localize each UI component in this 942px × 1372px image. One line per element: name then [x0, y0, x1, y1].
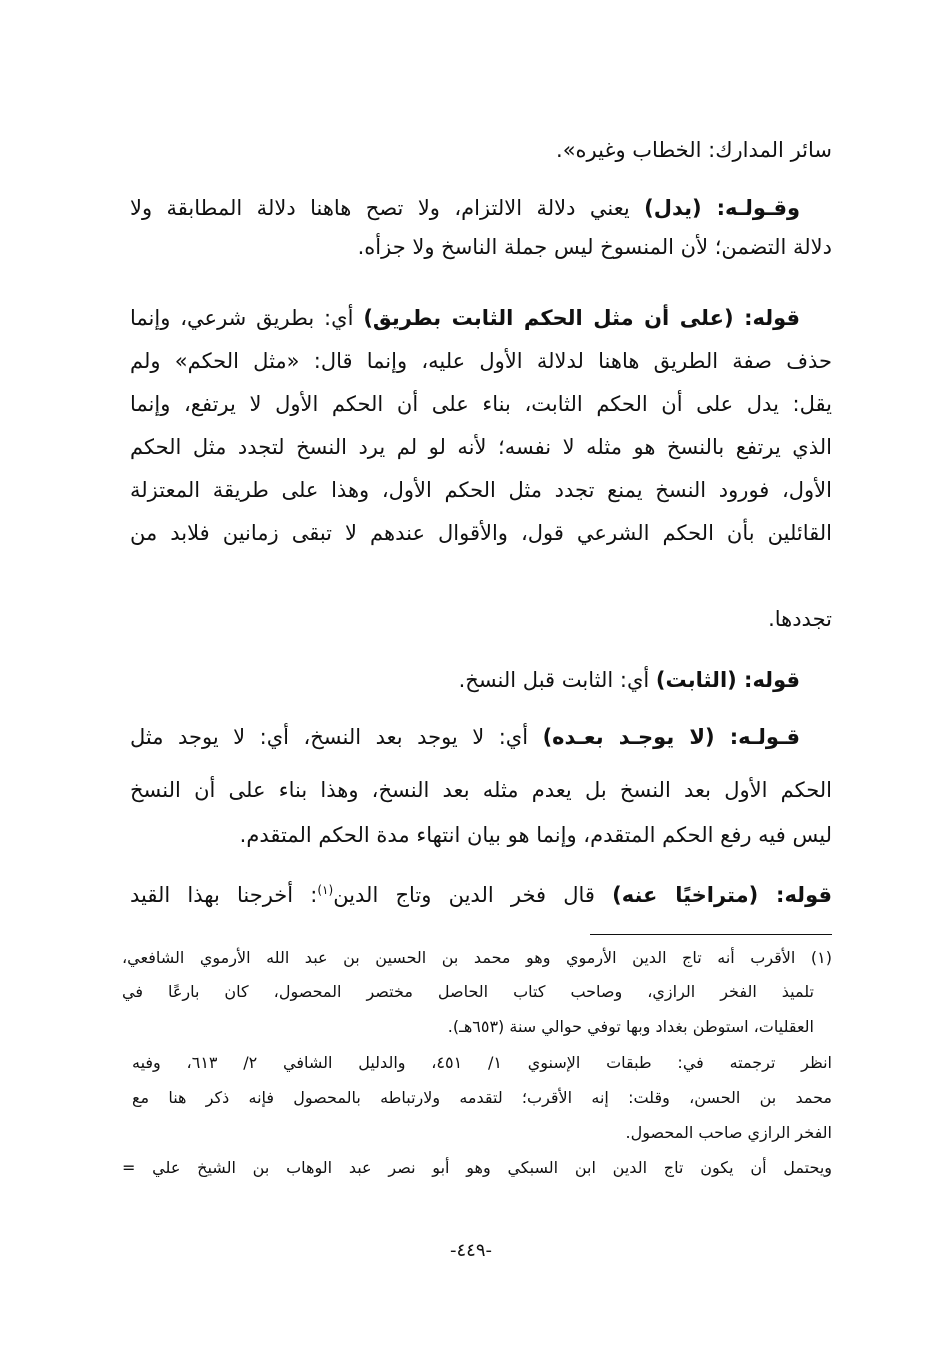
line-text: قال فخر الدين وتاج الدين — [333, 883, 613, 907]
line-text: دلالة التضمن؛ لأن المنسوخ ليس جملة الناسخ ولا جزأه. — [357, 235, 832, 259]
text-line — [130, 665, 800, 695]
line-text: الأول، فورود النسخ يمنع تجدد مثل الحكم الأول، وهذا على طريقة المعتزلة — [130, 478, 832, 502]
text-line — [130, 475, 832, 505]
text-line — [130, 346, 832, 376]
footnote-line: ويحتمل أن يكون تاج الدين ابن السبكي وهو أبو نصر عبد الوهاب بن الشيخ علي = — [122, 1158, 832, 1177]
line-text: الذي يرتفع بالنسخ هو مثله لا نفسه؛ لأنه لو لم يرد النسخ لتجدد مثل الحكم — [130, 435, 832, 459]
footnote-line: تلميذ الفخر الرازي، وصاحب كتاب الحاصل مختصر المحصول، كان بارعًا في — [122, 982, 814, 1001]
line-text: : أخرجنا بهذا القيد — [130, 883, 318, 907]
text-line — [130, 135, 832, 165]
text-line — [130, 389, 832, 419]
line-text: سائر المدارك: الخطاب وغيره». — [556, 138, 832, 162]
bold-term: قـولـه: (لا يوجـد بعـده) — [542, 725, 800, 749]
line-text: القائلين بأن الحكم الشرعي قول، والأقوال عندهم لا تبقى زمانين فلابد من — [130, 521, 832, 545]
line-text: يقل: يدل على أن الحكم الثابت، بناء على أن الحكم الأول لا يرتفع، وإنما — [130, 392, 832, 416]
text-line — [130, 722, 800, 752]
line-text: يعني دلالة الالتزام، ولا تصح هاهنا دلالة المطابقة ولا — [130, 196, 645, 220]
footnote-line: انظر ترجمته في: طبقات الإسنوي ١/ ٤٥١، والدليل الشافي ٢/ ٦١٣، وفيه — [132, 1053, 833, 1072]
text-line — [130, 775, 832, 805]
text-line — [130, 518, 832, 548]
text-line — [130, 193, 800, 223]
bold-term: قوله: (الثابت) — [655, 668, 800, 692]
line-text: الحكم الأول بعد النسخ بل يعدم مثله بعد النسخ، وهذا بناء على أن النسخ — [130, 778, 832, 802]
line-text: ليس فيه رفع الحكم المتقدم، وإنما هو بيان انتهاء مدة الحكم المتقدم. — [239, 823, 832, 847]
line-text: أي: بطريق شرعي، وإنما — [130, 306, 364, 330]
bold-term: قوله: (متراخيًا عنه) — [612, 883, 832, 907]
text-line — [130, 232, 832, 262]
line-text: تجددها. — [768, 607, 832, 631]
page-number: -٤٤٩- — [449, 1240, 492, 1261]
text-line — [130, 820, 832, 850]
footnote-line: العقليات، استوطن بغداد وبها توفي حوالي سنة (٦٥٣هـ). — [447, 1017, 814, 1036]
text-line — [130, 604, 832, 634]
bold-term: قوله: (على أن مثل الحكم الثابت بطريق) — [363, 306, 801, 330]
footnote-line: الفخر الرازي صاحب المحصول. — [625, 1123, 832, 1142]
footnote-line: محمد بن الحسن، وقلت: إنه الأقرب؛ لتقدمه ولارتباطه بالمحصول فإنه ذكر هنا مع — [132, 1088, 832, 1107]
footnote-ref[interactable]: (١) — [317, 883, 334, 897]
footnote-line: (١) الأقرب أنه تاج الدين الأرموي وهو محمد بن الحسين بن عبد الله الأرموي الشافعي، — [122, 948, 832, 967]
footnote-divider — [590, 934, 832, 935]
text-line — [130, 875, 832, 910]
line-text: أي: الثابت قبل النسخ. — [458, 668, 656, 692]
text-line — [130, 303, 800, 333]
text-line — [130, 432, 832, 462]
bold-term: وقـولـه: (يدل) — [644, 196, 801, 220]
line-text: أي: لا يوجد بعد النسخ، أي: لا يوجد مثل — [130, 725, 543, 749]
line-text: حذف صفة الطريق هاهنا لدلالة الأول عليه، وإنما قال: «مثل الحكم» ولم — [130, 349, 832, 373]
